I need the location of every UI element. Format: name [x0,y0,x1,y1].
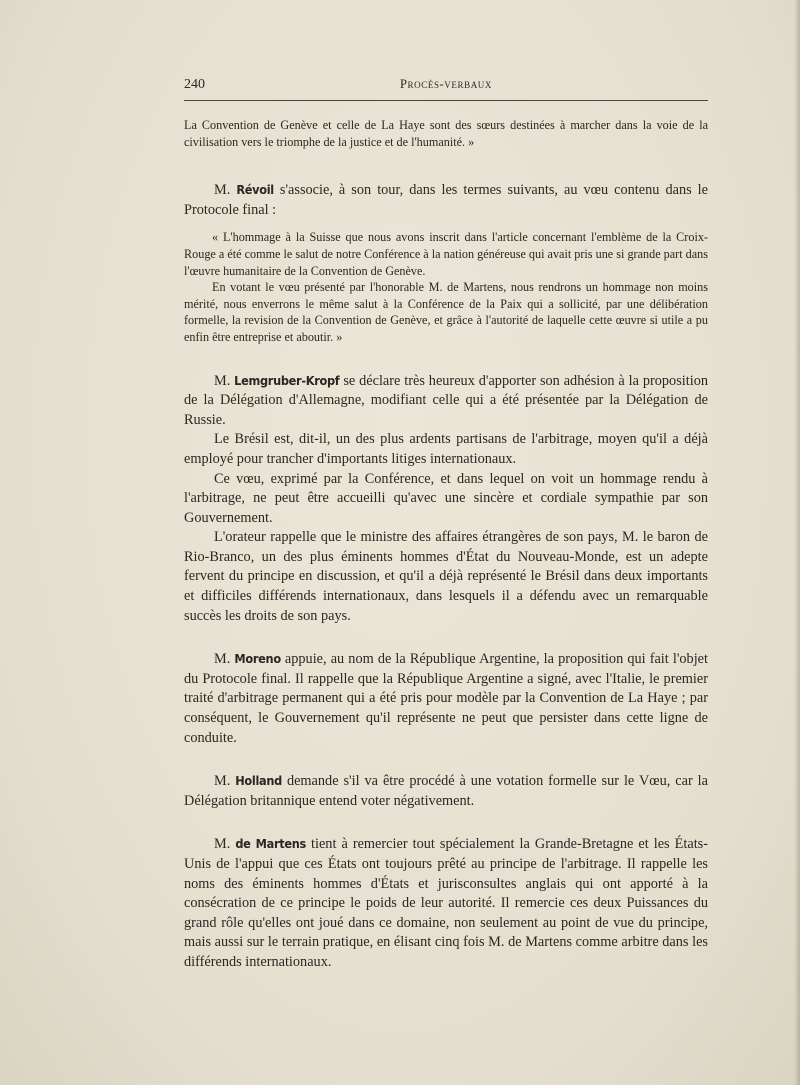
lemgruber-paragraph-3: Ce vœu, exprimé par la Conférence, et dans lequel on voit un hommage rendu à l'arbitrage, ne peut être accueilli qu'avec une sincère et cordiale sympathie par son Gouvernement. [184,470,708,526]
page-body [184,117,708,973]
running-title: Procès-verbaux [399,77,493,91]
holland-statement [184,771,708,811]
de-martens-statement [184,834,708,972]
page-header [184,77,708,97]
speaker-name-de-martens: de Martens [235,836,306,852]
speaker-prefix: M. [214,651,235,668]
page-number: 240 [184,77,205,92]
lemgruber-statement [184,371,708,431]
speaker-prefix: M. [214,773,236,790]
statement-text: tient à remercier tout spécialement la Grande-Bretagne et les États-Unis de l'appui que ces États ont toujours prêté au principe de l'arbitrage. Il rappelle les noms des éminents hommes d'États et jurisconsultes anglais qui ont apporté à la consécration de ce principe le poids de leur autorité. Il remercie ces deux Puissances du grand rôle qu'elles ont joué dans ce domaine, non seulement au point de vue du principe, mais aussi sur le terrain pratique, en élisant cinq fois M. de Martens comme arbitre dans les différends internationaux. [184,836,708,970]
speaker-name-holland: Holland [235,773,282,789]
lemgruber-paragraph-2: Le Brésil est, dit-il, un des plus ardents partisans de l'arbitrage, moyen qu'il a déjà employé pour trancher d'importants litiges internationaux. [184,431,708,467]
revoil-quote-paragraph-2: En votant le vœu présenté par l'honorable M. de Martens, nous rendrons un hommage non moins mérité, nous enverrons le même salut à la Conférence de la Paix qui a sollicité, par une délibération formelle, la revision de la Convention de Genève, et grâce à l'autorité de laquelle cette œuvre si utile a pu enfin être entreprise et aboutir. » [184,280,708,344]
speaker-prefix: M. [214,836,236,853]
moreno-statement [184,649,708,748]
statement-text: appuie, au nom de la République Argentine, la proposition qui fait l'objet du Protocole final. Il rappelle que la République Argentine a signé, avec l'Italie, le premier traité d'arbitrage permanent qui a été pris pour modèle par la Convention de La Haye ; par conséquent, le Gouvernement qu'il représente ne peut que persister dans cette ligne de conduite. [184,651,708,746]
speaker-name-lemgruber-kropf: Lemgruber-Kropf [234,372,340,388]
revoil-statement [184,180,708,220]
statement-text: demande s'il va être procédé à une votation formelle sur le Vœu, car la Délégation britannique entend voter négativement. [184,773,708,809]
speaker-prefix: M. [214,372,235,389]
statement-text: se déclare très heureux d'apporter son adhésion à la proposition de la Délégation d'Allemagne, modifiant celle qui a été présentée par la Délégation de Russie. [184,372,708,428]
lemgruber-paragraph-4: L'orateur rappelle que le ministre des affaires étrangères de son pays, M. le baron de Rio-Branco, un des plus éminents hommes d'État du Nouveau-Monde, est un adepte fervent du principe en discussion, et qu'il a déjà représenté le Brésil dans deux importants et difficiles différends internationaux, dans lesquels il a défendu avec un remarquable succès les droits de son pays. [184,529,708,624]
page-edge-shadow [794,0,800,1085]
speaker-prefix: M. [214,182,237,199]
revoil-quote-paragraph-1: « L'hommage à la Suisse que nous avons inscrit dans l'article concernant l'emblème de la Croix-Rouge a été comme le salut de notre Conférence à la nation généreuse qui avait pris une si grande part dans l'œuvre humanitaire de la Convention de Genève. [184,230,708,278]
statement-text: s'associe, à son tour, dans les termes suivants, au vœu contenu dans le Protocole final : [184,182,708,218]
speaker-name-moreno: Moreno [234,651,281,667]
quote-closing-paragraph: La Convention de Genève et celle de La Haye sont des sœurs destinées à marcher dans la voie de la civilisation vers le triomphe de la justice et de l'humanité. » [184,118,708,149]
header-rule [184,100,708,101]
speaker-name-revoil: Révoil [236,182,274,198]
